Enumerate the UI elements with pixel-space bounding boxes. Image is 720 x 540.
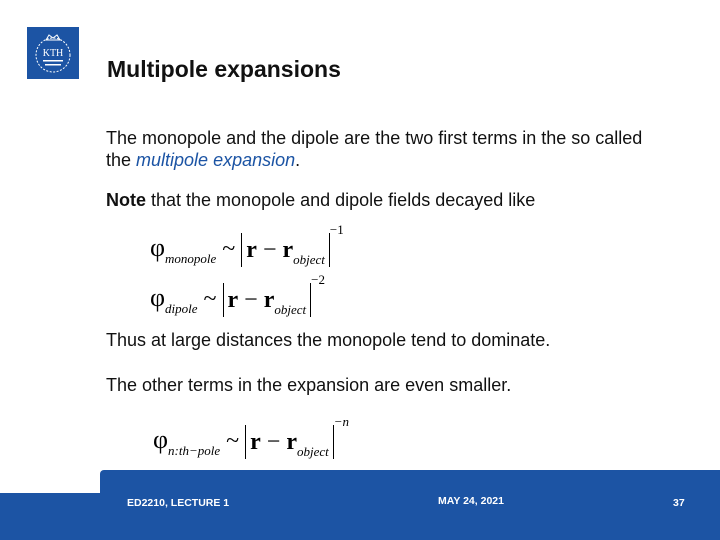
tilde: ~ bbox=[222, 236, 236, 262]
paragraph-intro bbox=[106, 127, 666, 171]
paragraph-large-distances: Thus at large distances the monopole tend to dominate. bbox=[106, 330, 551, 350]
sub: object bbox=[274, 302, 307, 318]
exponent: −2 bbox=[311, 272, 325, 287]
r: r bbox=[246, 237, 257, 264]
abs bbox=[245, 425, 334, 459]
kth-logo bbox=[27, 27, 79, 79]
note-label: Note bbox=[106, 190, 146, 210]
r: r bbox=[286, 429, 297, 456]
paragraph-other-terms: The other terms in the expansion are even smaller. bbox=[106, 375, 512, 395]
sub: object bbox=[293, 252, 325, 268]
minus: − bbox=[244, 287, 258, 314]
text: The monopole and the dipole are the two first terms in the so called the bbox=[106, 128, 643, 170]
text: . bbox=[295, 150, 301, 170]
minus: − bbox=[266, 429, 281, 456]
formula-nth-pole bbox=[153, 414, 349, 459]
footer-page-number: 37 bbox=[673, 497, 685, 509]
r: r bbox=[227, 287, 239, 314]
text: that the monopole and dipole fields decayed like bbox=[146, 190, 536, 210]
abs bbox=[223, 283, 312, 317]
abs bbox=[241, 233, 330, 267]
minus: − bbox=[262, 237, 277, 264]
footer-course: ED2210, LECTURE 1 bbox=[127, 497, 230, 509]
formula-dipole bbox=[150, 272, 325, 317]
phi: φ bbox=[153, 425, 169, 454]
footer-bar bbox=[0, 493, 720, 540]
emphasis-multipole-expansion: multipole expansion bbox=[136, 150, 296, 170]
r: r bbox=[263, 287, 275, 314]
formula-monopole bbox=[150, 222, 344, 267]
r: r bbox=[282, 237, 294, 264]
phi: φ bbox=[150, 283, 166, 312]
slide-title: Multipole expansions bbox=[107, 56, 341, 82]
exponent: −1 bbox=[329, 222, 344, 237]
footer-date: MAY 24, 2021 bbox=[438, 495, 504, 507]
phi: φ bbox=[150, 233, 166, 262]
exponent: −n bbox=[333, 414, 350, 429]
svg-text:KTH: KTH bbox=[42, 48, 64, 59]
sub: monopole bbox=[165, 251, 217, 266]
tilde: ~ bbox=[203, 286, 217, 312]
r: r bbox=[250, 429, 261, 456]
sub: dipole bbox=[165, 301, 198, 316]
paragraph-note bbox=[106, 189, 535, 211]
sub: n:th−pole bbox=[168, 443, 221, 458]
sub: object bbox=[296, 444, 329, 460]
tilde: ~ bbox=[226, 428, 240, 454]
